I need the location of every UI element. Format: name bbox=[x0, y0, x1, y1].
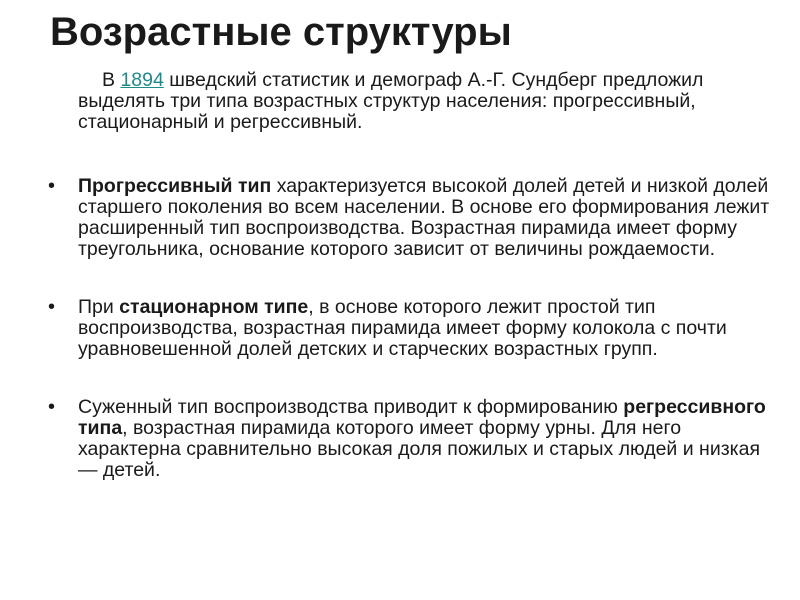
slide-content bbox=[48, 69, 778, 481]
bullet-dot-icon: • bbox=[48, 296, 56, 318]
intro-text: шведский статистик и демограф А.-Г. Сундберг предложил выделять три типа возрастных структур населения: прогрессивный, стационарный и регрессивный. bbox=[78, 69, 704, 133]
intro-prefix: В bbox=[102, 69, 121, 91]
year-link[interactable]: 1894 bbox=[120, 69, 164, 91]
bullet-text-after: , возрастная пирамида которого имеет форму урны. Для него характерна сравнительно высокая доля пожилых и старых людей и низкая — детей. bbox=[78, 417, 761, 481]
bullet-dot-icon: • bbox=[48, 396, 56, 418]
intro-paragraph bbox=[78, 70, 778, 133]
slide-title: Возрастные структуры bbox=[50, 10, 512, 54]
bullet-regressive bbox=[48, 396, 778, 481]
bullet-term-regressive: регрессивного типа bbox=[78, 396, 766, 439]
bullet-text-after: , в основе которого лежит простой тип воспроизводства, возрастная пирамида имеет форму колокола с почти уравновешенной долей детских и старческих возрастных групп. bbox=[78, 296, 727, 360]
bullet-term-stationary: стационарном типе bbox=[119, 296, 309, 318]
bullet-list bbox=[48, 175, 778, 481]
bullet-stationary bbox=[48, 296, 778, 360]
bullet-text-before: При bbox=[78, 296, 120, 318]
bullet-progressive bbox=[48, 175, 778, 260]
bullet-text-before: Суженный тип воспроизводства приводит к формированию bbox=[78, 396, 624, 418]
bullet-dot-icon: • bbox=[48, 175, 56, 197]
bullet-text-after: характеризуется высокой долей детей и низкой долей старшего поколения во всем населении. В основе его формирования лежит расширенный тип воспроизводства. Возрастная пирамида имеет форму треугольника, основание которого зависит от величины рождаемости. bbox=[78, 175, 770, 260]
bullet-term-progressive: Прогрессивный тип bbox=[78, 175, 272, 197]
